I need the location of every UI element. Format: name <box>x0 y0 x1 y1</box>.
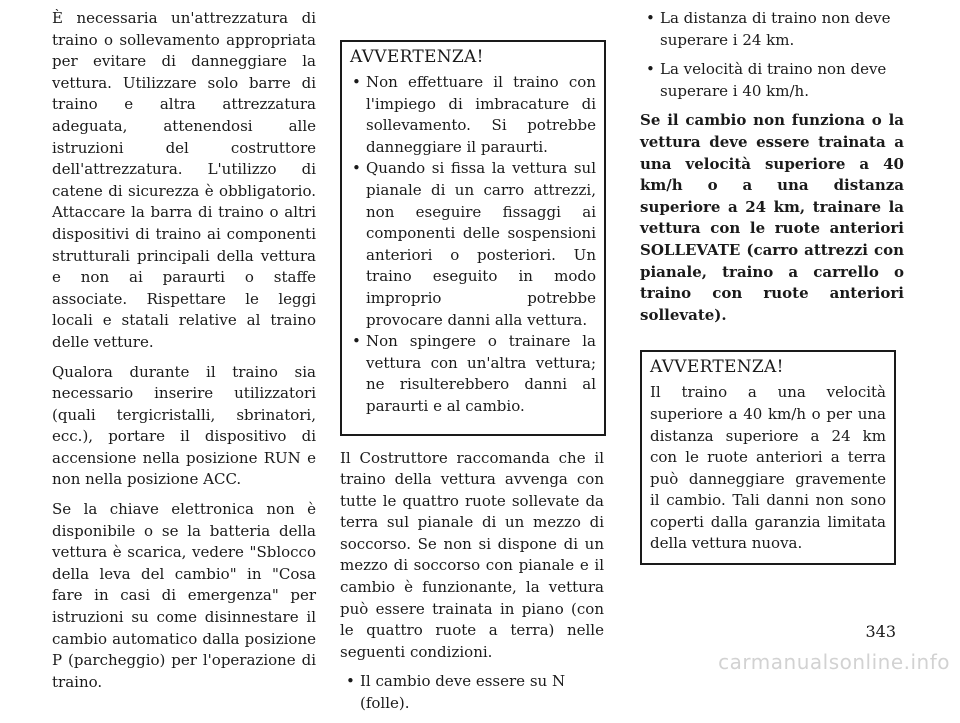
column-middle <box>340 40 604 723</box>
warning-list <box>350 72 596 418</box>
warning-box-lifting <box>340 40 606 436</box>
bullet-icon: • <box>646 9 655 27</box>
page-number: 343 <box>865 622 896 641</box>
bullet-icon: • <box>352 73 361 91</box>
condition-item: • La velocità di traino non deve superare i 40 km/h. <box>646 60 887 100</box>
warning-item: • Non spingere o trainare la vettura con un'altra vettura; ne risulterebbero danni al paraurti e al cambio. <box>352 332 596 415</box>
bullet-icon: • <box>646 60 655 79</box>
warning-title: AVVERTENZA! <box>350 47 484 67</box>
warning-title: AVVERTENZA! <box>650 357 784 378</box>
towing-limits-list <box>640 8 904 102</box>
paragraph-manufacturer-recommendation: Il Costruttore raccomanda che il traino della vettura avvenga con tutte le quattro ruote sollevate da terra sul pianale di un mezzo di soccorso. Se non si dispone di un mezzo di soccorso con pianale e il cambio è funzionante, la vettura può essere trainata in piano (con le quattro ruote a terra) nelle seguenti condizioni. <box>340 448 604 661</box>
condition-item: • La distanza di traino non deve superare i 24 km. <box>646 9 891 49</box>
bullet-icon: • <box>346 672 355 691</box>
warning-text: Il traino a una velocità superiore a 40 km/h o per una distanza superiore a 24 km con le ruote anteriori a terra può danneggiare gravemente il cambio. Tali danni non sono coperti dalla garanzia limitata della vettura nuova. <box>650 383 886 553</box>
warning-item: • Non effettuare il traino con l'impiego di imbracature di sollevamento. Si potrebbe danneggiare il paraurti. <box>352 73 596 156</box>
column-right <box>640 8 904 565</box>
paragraph-accessories-run: Qualora durante il traino sia necessario inserire utilizzatori (quali tergicristalli, sbrinatori, ecc.), portare il dispositivo di accensione nella posizione RUN e non nella posizione ACC. <box>52 362 316 489</box>
paragraph-electronic-key: Se la chiave elettronica non è disponibile o se la batteria della vettura è scarica, vedere "Sblocco della leva del cambio" in "Cosa fare in casi di emergenza" per istruzioni su come disinnestare il cambio automatico dalla posizione P (parcheggio) per l'operazione di traino. <box>52 500 316 691</box>
bullet-icon: • <box>352 332 361 351</box>
condition-item: • Il cambio deve essere su N (folle). <box>346 672 566 713</box>
paragraph-front-wheels-raised: Se il cambio non funziona o la vettura deve essere trainata a una velocità superiore a 40 km/h o a una distanza superiore a 24 km, trainare la vettura con le ruote anteriori SOLLEVATE (carro attrezzi con pianale, traino a carrello o traino con ruote anteriori sollevate). <box>640 111 904 324</box>
warning-item: • Quando si fissa la vettura sul pianale di un carro attrezzi, non eseguire fissaggi ai componenti delle sospensioni anteriori o posteriori. Un traino eseguito in modo improprio potrebbe provocare danni alla vettura. <box>352 159 596 329</box>
watermark: carmanualsonline.info <box>718 650 950 674</box>
bullet-icon: • <box>352 159 361 178</box>
warning-box-speed <box>640 350 896 565</box>
column-left <box>52 8 316 701</box>
paragraph-towing-equipment: È necessaria un'attrezzatura di traino o sollevamento appropriata per evitare di danneggiare la vettura. Utilizzare solo barre di traino e altra attrezzatura adeguata, attenendosi alle istruzioni del costruttore dell'attrezzatura. L'utilizzo di catene di sicurezza è obbligatorio. Attaccare la barra di traino o altri dispositivi di traino ai componenti strutturali principali della vettura e non ai paraurti o staffe associate. Rispettare le leggi locali e statali relative al traino delle vetture. <box>52 9 316 351</box>
